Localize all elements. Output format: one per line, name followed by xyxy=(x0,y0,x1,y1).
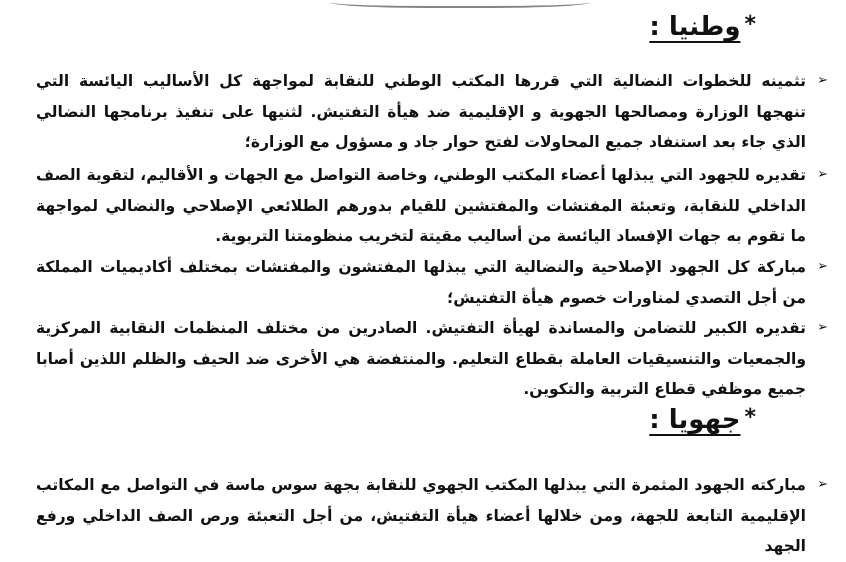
arrow-bullet-icon: ➢ xyxy=(817,167,828,182)
list-item xyxy=(36,66,828,158)
list-item-text: تثمينه للخطوات النضالية التي قررها المكتب الوطني للنقابة لمواجهة كل الأساليب اليائسة التي تنهجها الوزارة ومصالحها الجهوية و الإقليمية ضد هيأة التفتيش. لثنيها على تنفيذ برنامجها النضالي الذي جاء بعد استنفاد جميع المحاولات لفتح حوار جاد و مسؤول مع الوزارة؛ xyxy=(36,72,806,151)
arrow-bullet-icon: ➢ xyxy=(817,320,828,335)
list-item-text: مباركة كل الجهود الإصلاحية والنضالية التي يبذلها المفتشون والمفتشات بمختلف أكاديميات المملكة من أجل التصدي لمناورات خصوم هيأة التفتيش؛ xyxy=(36,258,806,307)
list-item xyxy=(36,160,828,252)
arrow-bullet-icon: ➢ xyxy=(817,73,828,88)
heading-text: جهويا : xyxy=(649,405,741,435)
list-item xyxy=(36,470,828,562)
arrow-bullet-icon: ➢ xyxy=(817,477,828,492)
list-item xyxy=(36,252,828,313)
top-scan-mark xyxy=(330,0,590,8)
list-item-text: مباركته الجهود المثمرة التي يبذلها المكتب الجهوي للنقابة بجهة سوس ماسة في التواصل مع المكاتب الإقليمية التابعة للجهة، ومن خلالها أعضاء هيأة التفتيش، من أجل التعبئة ورص الصف الداخلي ورفع الجهد xyxy=(36,476,806,555)
list-item-text: تقديره للجهود التي يبذلها أعضاء المكتب الوطني، وخاصة التواصل مع الجهات و الأقاليم، لتقوية الصف الداخلي للنقابة، وتعبئة المفتشات والمفتشين للقيام بدورهم الطلائعي الإصلاحي والنضالي لمواجهة ما تقوم به جهات الإفساد اليائسة من أساليب مقيتة لتخريب منظومتنا التربوية. xyxy=(36,166,806,245)
section-heading-national xyxy=(649,12,756,42)
list-item-text: تقديره الكبير للتضامن والمساندة لهيأة التفتيش. الصادرين من مختلف المنظمات النقابية المركزية والجمعيات والتنسيقيات العاملة بقطاع التعليم. والمنتفضة هي الأخرى ضد الحيف والظلم اللذين أصابا جميع موظفي قطاع التربية والتكوين. xyxy=(36,319,806,398)
section-heading-regional xyxy=(649,405,756,435)
heading-star: * xyxy=(744,405,756,430)
list-item xyxy=(36,313,828,405)
heading-text: وطنيا : xyxy=(649,12,741,42)
arrow-bullet-icon: ➢ xyxy=(817,259,828,274)
heading-star: * xyxy=(744,12,756,37)
